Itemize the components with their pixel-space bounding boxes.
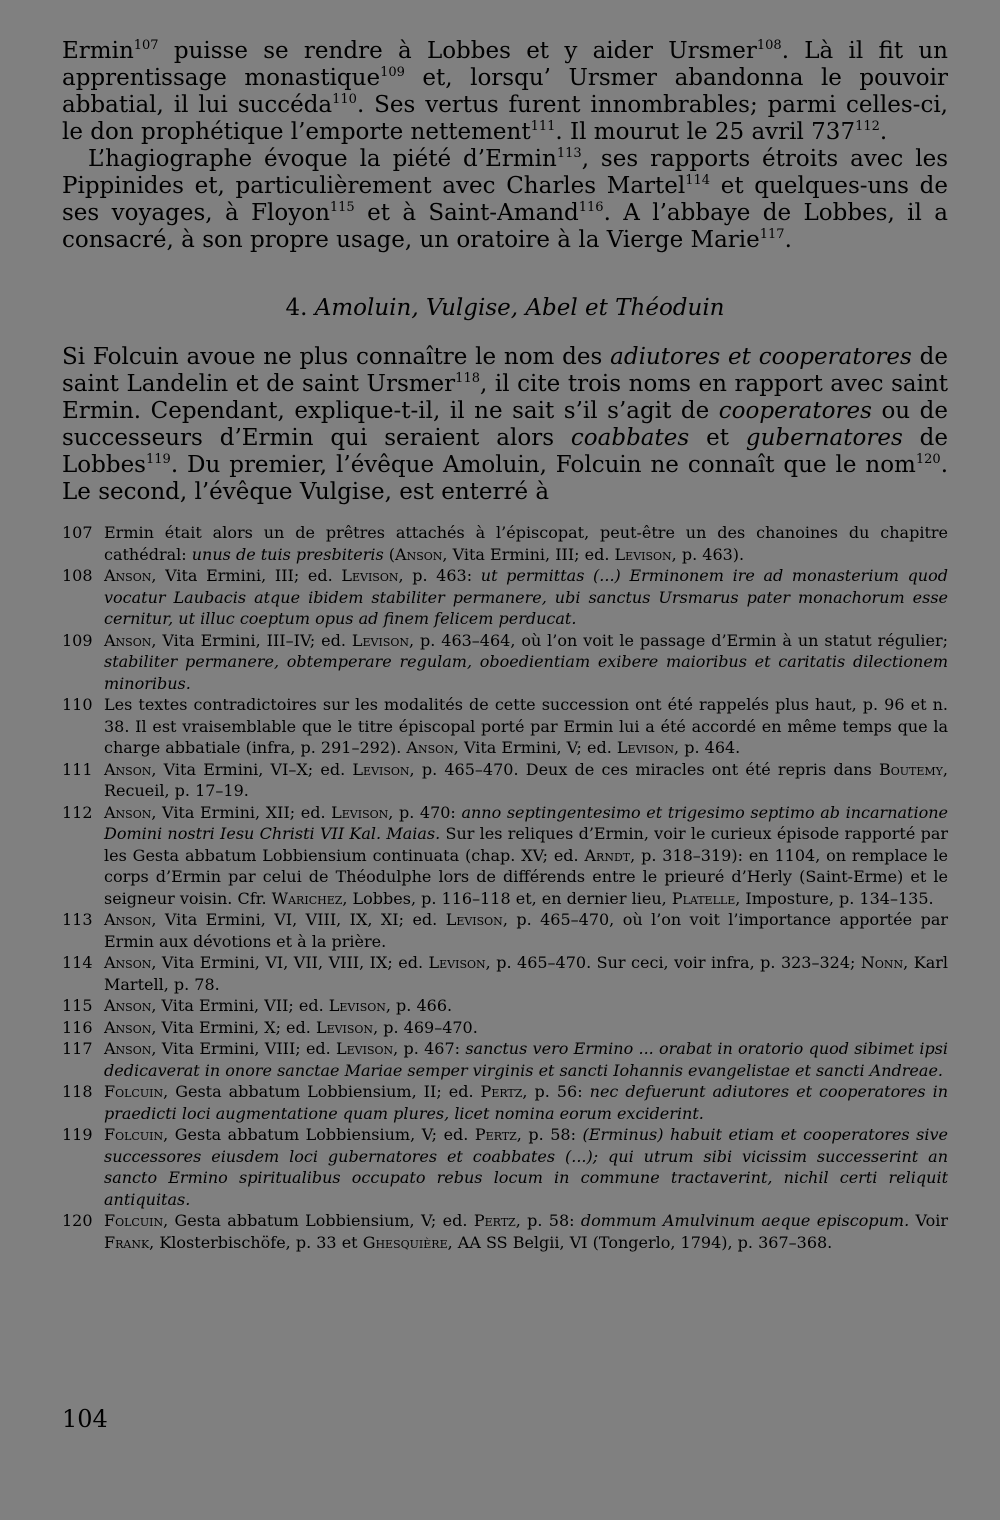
text-run: , Gesta abbatum Lobbiensium, II; ed. xyxy=(163,1082,481,1101)
text-run: , Vita Ermini, VIII; ed. xyxy=(151,1039,337,1058)
text-run: , AA SS Belgii, VI (Tongerlo, 1794), p. 367–368. xyxy=(447,1232,833,1252)
text-run: L’hagiographe évoque la piété d’Ermin xyxy=(88,146,557,172)
note-reference[interactable]: 107 xyxy=(133,38,159,53)
author-name: Boutemy xyxy=(878,759,943,779)
text-run: , Lobbes, p. 116–118 et, en dernier lieu, xyxy=(342,888,672,908)
author-name: Levison xyxy=(336,1039,394,1058)
note-reference[interactable]: 108 xyxy=(756,38,782,53)
text-run: , p. 463–464, où l’on voit le passage d’Ermin à un statut régulier; xyxy=(409,630,949,650)
footnote-111 xyxy=(62,759,948,802)
note-reference[interactable]: 109 xyxy=(380,65,405,80)
author-name: Anson xyxy=(104,1039,152,1058)
text-run: . Du premier, l’évêque Amoluin, Folcuin ne connaît que le nom xyxy=(170,452,916,478)
author-name: Pertz xyxy=(480,1082,523,1101)
main-text xyxy=(62,38,948,506)
paragraph-1 xyxy=(62,38,948,146)
author-name: Anson xyxy=(406,738,454,757)
author-name: Anson xyxy=(104,630,152,650)
footnote-text xyxy=(104,522,948,565)
author-name: Frank xyxy=(104,1232,150,1252)
footnote-number: 118 xyxy=(62,1082,93,1101)
text-run: , Recueil, p. 17–19. xyxy=(104,759,949,800)
author-name: Anson xyxy=(104,759,152,779)
italic-text: sanctus vero Ermino ... orabat in oratorio quod sibimet ipsi dedicaverat in onore sanctae Mariae semper virginis et sancti Iohannis evangelistae et sancti Andreae. xyxy=(104,1039,949,1080)
footnote-text xyxy=(104,759,948,802)
footnote-108 xyxy=(62,565,948,630)
footnote-120 xyxy=(62,1210,948,1253)
text-run: et, lorsqu’ Ursmer abandonna le pouvoir abbatial, il lui succéda xyxy=(62,65,948,118)
footnote-text xyxy=(104,1124,948,1210)
text-run: . Le second, l’évêque Vulgise, est enterré à xyxy=(62,452,948,505)
footnote-119 xyxy=(62,1124,948,1210)
text-run: , Vita Ermini, VI, VIII, IX, XI; ed. xyxy=(151,910,446,929)
footnote-number: 111 xyxy=(62,759,93,779)
text-run: . Là il fit un apprentissage monastique xyxy=(62,38,948,91)
text-run: , Vita Ermini, X; ed. xyxy=(151,1017,316,1037)
text-run: , p. 56: xyxy=(522,1082,590,1101)
text-run: , Klosterbischöfe, p. 33 et xyxy=(149,1232,363,1252)
footnote-text xyxy=(104,1038,948,1081)
author-name: Levison xyxy=(428,953,486,972)
footnote-number: 110 xyxy=(62,695,93,714)
text-run: , Vita Ermini, VI–X; ed. xyxy=(151,759,353,779)
footnote-115 xyxy=(62,995,948,1017)
footnote-text xyxy=(104,565,948,630)
footnote-number: 113 xyxy=(62,910,93,929)
footnote-number: 114 xyxy=(62,953,93,972)
author-name: Arndt xyxy=(584,845,631,865)
text-run: , p. 465–470. Deux de ces miracles ont été repris dans xyxy=(409,759,879,779)
italic-text: anno septingentesimo et trigesimo septimo ab incarnatione Domini nostri Iesu Christi VII Kal. Maias. xyxy=(104,802,949,843)
footnote-110 xyxy=(62,694,948,759)
italic-text: nec defuerunt adiutores et cooperatores in praedicti loci augmentatione quam plures, licet nomina eorum exciderint. xyxy=(104,1082,949,1123)
text-run: , Vita Ermini, V; ed. xyxy=(453,738,617,757)
italic-text: cooperatores xyxy=(718,398,872,424)
text-run: , p. 58: xyxy=(516,1125,583,1144)
text-run: . xyxy=(784,227,792,253)
author-name: Levison xyxy=(341,566,399,585)
footnote-116 xyxy=(62,1017,948,1039)
author-name: Levison xyxy=(445,910,503,929)
author-name: Folcuin xyxy=(104,1211,164,1230)
footnote-number: 116 xyxy=(62,1017,93,1037)
text-run: , p. 466. xyxy=(385,996,453,1015)
text-run: ( xyxy=(383,544,396,564)
footnote-number: 119 xyxy=(62,1125,93,1144)
author-name: Warichez xyxy=(271,888,343,908)
author-name: Levison xyxy=(614,544,672,564)
text-run: Sur les reliques d’Ermin, voir le curieux épisode rapporté par les Gesta abbatum Lobbiensium continuata (chap. XV; ed. xyxy=(104,824,949,865)
footnote-107 xyxy=(62,522,948,565)
section-title: Amoluin, Vulgise, Abel et Théoduin xyxy=(314,295,725,321)
text-run: , Gesta abbatum Lobbiensium, V; ed. xyxy=(163,1211,474,1230)
italic-text: coabbates xyxy=(570,425,690,451)
text-run: de saint Landelin et de saint Ursmer xyxy=(62,344,948,397)
text-run: , p. 465–470, où l’on voit l’importance apportée par Ermin aux dévotions et à la prière. xyxy=(104,910,948,951)
footnote-text xyxy=(104,1210,948,1253)
text-run: . xyxy=(879,119,888,145)
author-name: Levison xyxy=(616,738,675,757)
section-number: 4. xyxy=(285,295,308,321)
footnote-number: 107 xyxy=(62,523,93,542)
text-run: Ermin xyxy=(62,38,134,64)
italic-text: gubernatores xyxy=(745,425,903,451)
author-name: Anson xyxy=(104,996,152,1015)
italic-text: adiutores et cooperatores xyxy=(610,344,912,370)
note-reference[interactable]: 120 xyxy=(915,452,941,467)
author-name: Anson xyxy=(104,1017,152,1037)
paragraph-3 xyxy=(62,344,948,506)
text-run: , p. 318–319): en 1104, on remplace le corps d’Ermin par celui de Théodulphe lors de différends entre le prieuré d’Herly (Saint-Erme) et le seigneur voisin. Cfr. xyxy=(104,845,949,908)
footnote-114 xyxy=(62,952,948,995)
text-run: , Karl Martell, p. 78. xyxy=(104,953,948,994)
footnote-109 xyxy=(62,630,948,695)
footnote-text xyxy=(104,802,948,910)
text-run: , p. 58: xyxy=(515,1211,581,1230)
text-run: , p. 465–470. Sur ceci, voir infra, p. 323–324; xyxy=(485,953,861,972)
text-run: puisse se rendre à Lobbes et y aider Ursmer xyxy=(158,38,757,64)
footnote-text xyxy=(104,694,948,759)
text-run: , Vita Ermini, III; ed. xyxy=(151,566,342,585)
footnote-number: 108 xyxy=(62,566,93,585)
note-reference[interactable]: 117 xyxy=(759,227,785,242)
note-reference[interactable]: 113 xyxy=(556,146,582,161)
text-run: Les textes contradictoires sur les modalités de cette succession ont été rappelés plus haut, p. 96 et n. 38. Il est vraisemblable que le titre épiscopal porté par Ermin lui a été accordé en même temps que la charge abbatiale (infra, p. 291–292). xyxy=(104,695,948,757)
text-run: Ermin était alors un de prêtres attachés à l’épiscopat, peut-être un des chanoines du chapitre cathédral: xyxy=(104,523,948,564)
author-name: Levison xyxy=(328,996,386,1015)
author-name: Nonn xyxy=(860,953,904,972)
footnotes xyxy=(62,522,948,1253)
text-run: , Vita Ermini, VI, VII, VIII, IX; ed. xyxy=(151,953,429,972)
italic-text: (Erminus) habuit etiam et cooperatores sive successores eiusdem loci gubernatores et coabbates (...); qui utrum sibi vicissim successerint an sancto Ermino spiritualibus occupato rebus locum in commune tractaverint, nichil certi reliquit antiquitas. xyxy=(104,1125,949,1209)
footnote-112 xyxy=(62,802,948,910)
author-name: Anson xyxy=(395,544,443,564)
author-name: Pertz xyxy=(473,1211,516,1230)
author-name: Folcuin xyxy=(104,1125,164,1144)
footnote-number: 112 xyxy=(62,802,93,822)
text-run: , Gesta abbatum Lobbiensium, V; ed. xyxy=(163,1125,475,1144)
text-run: , p. 464. xyxy=(674,738,741,757)
text-run: , ses rapports étroits avec les Pippinides et, particulièrement avec Charles Martel xyxy=(62,146,948,199)
text-run: , p. 463: xyxy=(398,566,481,585)
text-run: , p. 470: xyxy=(388,802,462,822)
text-run: de Lobbes xyxy=(62,425,948,478)
author-name: Levison xyxy=(315,1017,374,1037)
text-run: et xyxy=(689,425,746,451)
text-run: , Vita Ermini, III–IV; ed. xyxy=(151,630,352,650)
footnote-text xyxy=(104,909,948,952)
text-run: ou de successeurs d’Ermin qui seraient alors xyxy=(62,398,948,451)
italic-text: ut permittas (...) Erminonem ire ad monasterium quod vocatur Laubacis atque ibidem stabiliter permanere, ubi sanctus Ursmarus pater monachorum esse cernitur, ut illuc coeptum opus ad finem felicem perducat. xyxy=(104,566,948,628)
footnote-113 xyxy=(62,909,948,952)
footnote-118 xyxy=(62,1081,948,1124)
footnote-text xyxy=(104,1017,948,1039)
author-name: Anson xyxy=(104,802,152,822)
author-name: Pertz xyxy=(474,1125,517,1144)
text-run: , p. 467: xyxy=(393,1039,466,1058)
text-run: et quelques-uns de ses voyages, à Floyon xyxy=(62,173,948,226)
author-name: Anson xyxy=(104,953,152,972)
text-run: , il cite trois noms en rapport avec saint Ermin. Cependant, explique-t-il, il ne sait s’il s’agit de xyxy=(62,371,948,424)
footnote-text xyxy=(104,952,948,995)
footnote-number: 109 xyxy=(62,630,93,650)
text-run: , Vita Ermini, XII; ed. xyxy=(151,802,332,822)
author-name: Platelle xyxy=(671,888,736,908)
text-run: Voir xyxy=(909,1211,949,1230)
text-run: , p. 463). xyxy=(671,544,745,564)
text-run: , Vita Ermini, VII; ed. xyxy=(151,996,329,1015)
footnote-number: 115 xyxy=(62,996,93,1015)
note-reference[interactable]: 110 xyxy=(332,92,357,107)
footnote-number: 120 xyxy=(62,1211,93,1230)
text-run: . Il mourut le 25 avril 737 xyxy=(555,119,856,145)
section-heading xyxy=(62,295,948,322)
italic-text: unus de tuis presbiteris xyxy=(191,544,384,564)
author-name: Levison xyxy=(352,759,410,779)
italic-text: dommum Amulvinum aeque episcopum. xyxy=(580,1211,910,1230)
author-name: Levison xyxy=(331,802,389,822)
italic-text: stabiliter permanere, obtemperare regulam, oboedientiam exibere maioribus et caritatis dilectionem minoribus. xyxy=(104,652,948,693)
text-run: , p. 469–470. xyxy=(373,1017,478,1037)
note-reference[interactable]: 118 xyxy=(455,371,480,386)
note-reference[interactable]: 115 xyxy=(329,200,355,215)
author-name: Anson xyxy=(104,566,152,585)
text-run: , Imposture, p. 134–135. xyxy=(735,888,934,908)
author-name: Ghesquière xyxy=(362,1232,448,1252)
author-name: Folcuin xyxy=(104,1082,164,1101)
footnote-117 xyxy=(62,1038,948,1081)
note-reference[interactable]: 116 xyxy=(578,200,604,215)
paragraph-2 xyxy=(62,146,948,254)
page-number: 104 xyxy=(62,1405,108,1433)
footnote-text xyxy=(104,630,948,695)
text-run: Si Folcuin avoue ne plus connaître le nom des xyxy=(62,344,611,370)
note-reference[interactable]: 114 xyxy=(685,173,711,188)
note-reference[interactable]: 119 xyxy=(145,452,171,467)
footnote-text xyxy=(104,995,948,1017)
author-name: Levison xyxy=(351,630,410,650)
text-run: , Vita Ermini, III; ed. xyxy=(442,544,615,564)
text-run: . Ses vertus furent innombrables; parmi celles-ci, le don prophétique l’emporte nettement xyxy=(62,92,948,145)
note-reference[interactable]: 111 xyxy=(530,119,556,134)
text-run: . A l’abbaye de Lobbes, il a consacré, à son propre usage, un oratoire à la Vierge Marie xyxy=(62,200,948,253)
footnote-number: 117 xyxy=(62,1039,93,1058)
footnote-text xyxy=(104,1081,948,1124)
text-run: et à Saint-Amand xyxy=(354,200,579,226)
note-reference[interactable]: 112 xyxy=(855,119,880,134)
author-name: Anson xyxy=(104,910,152,929)
